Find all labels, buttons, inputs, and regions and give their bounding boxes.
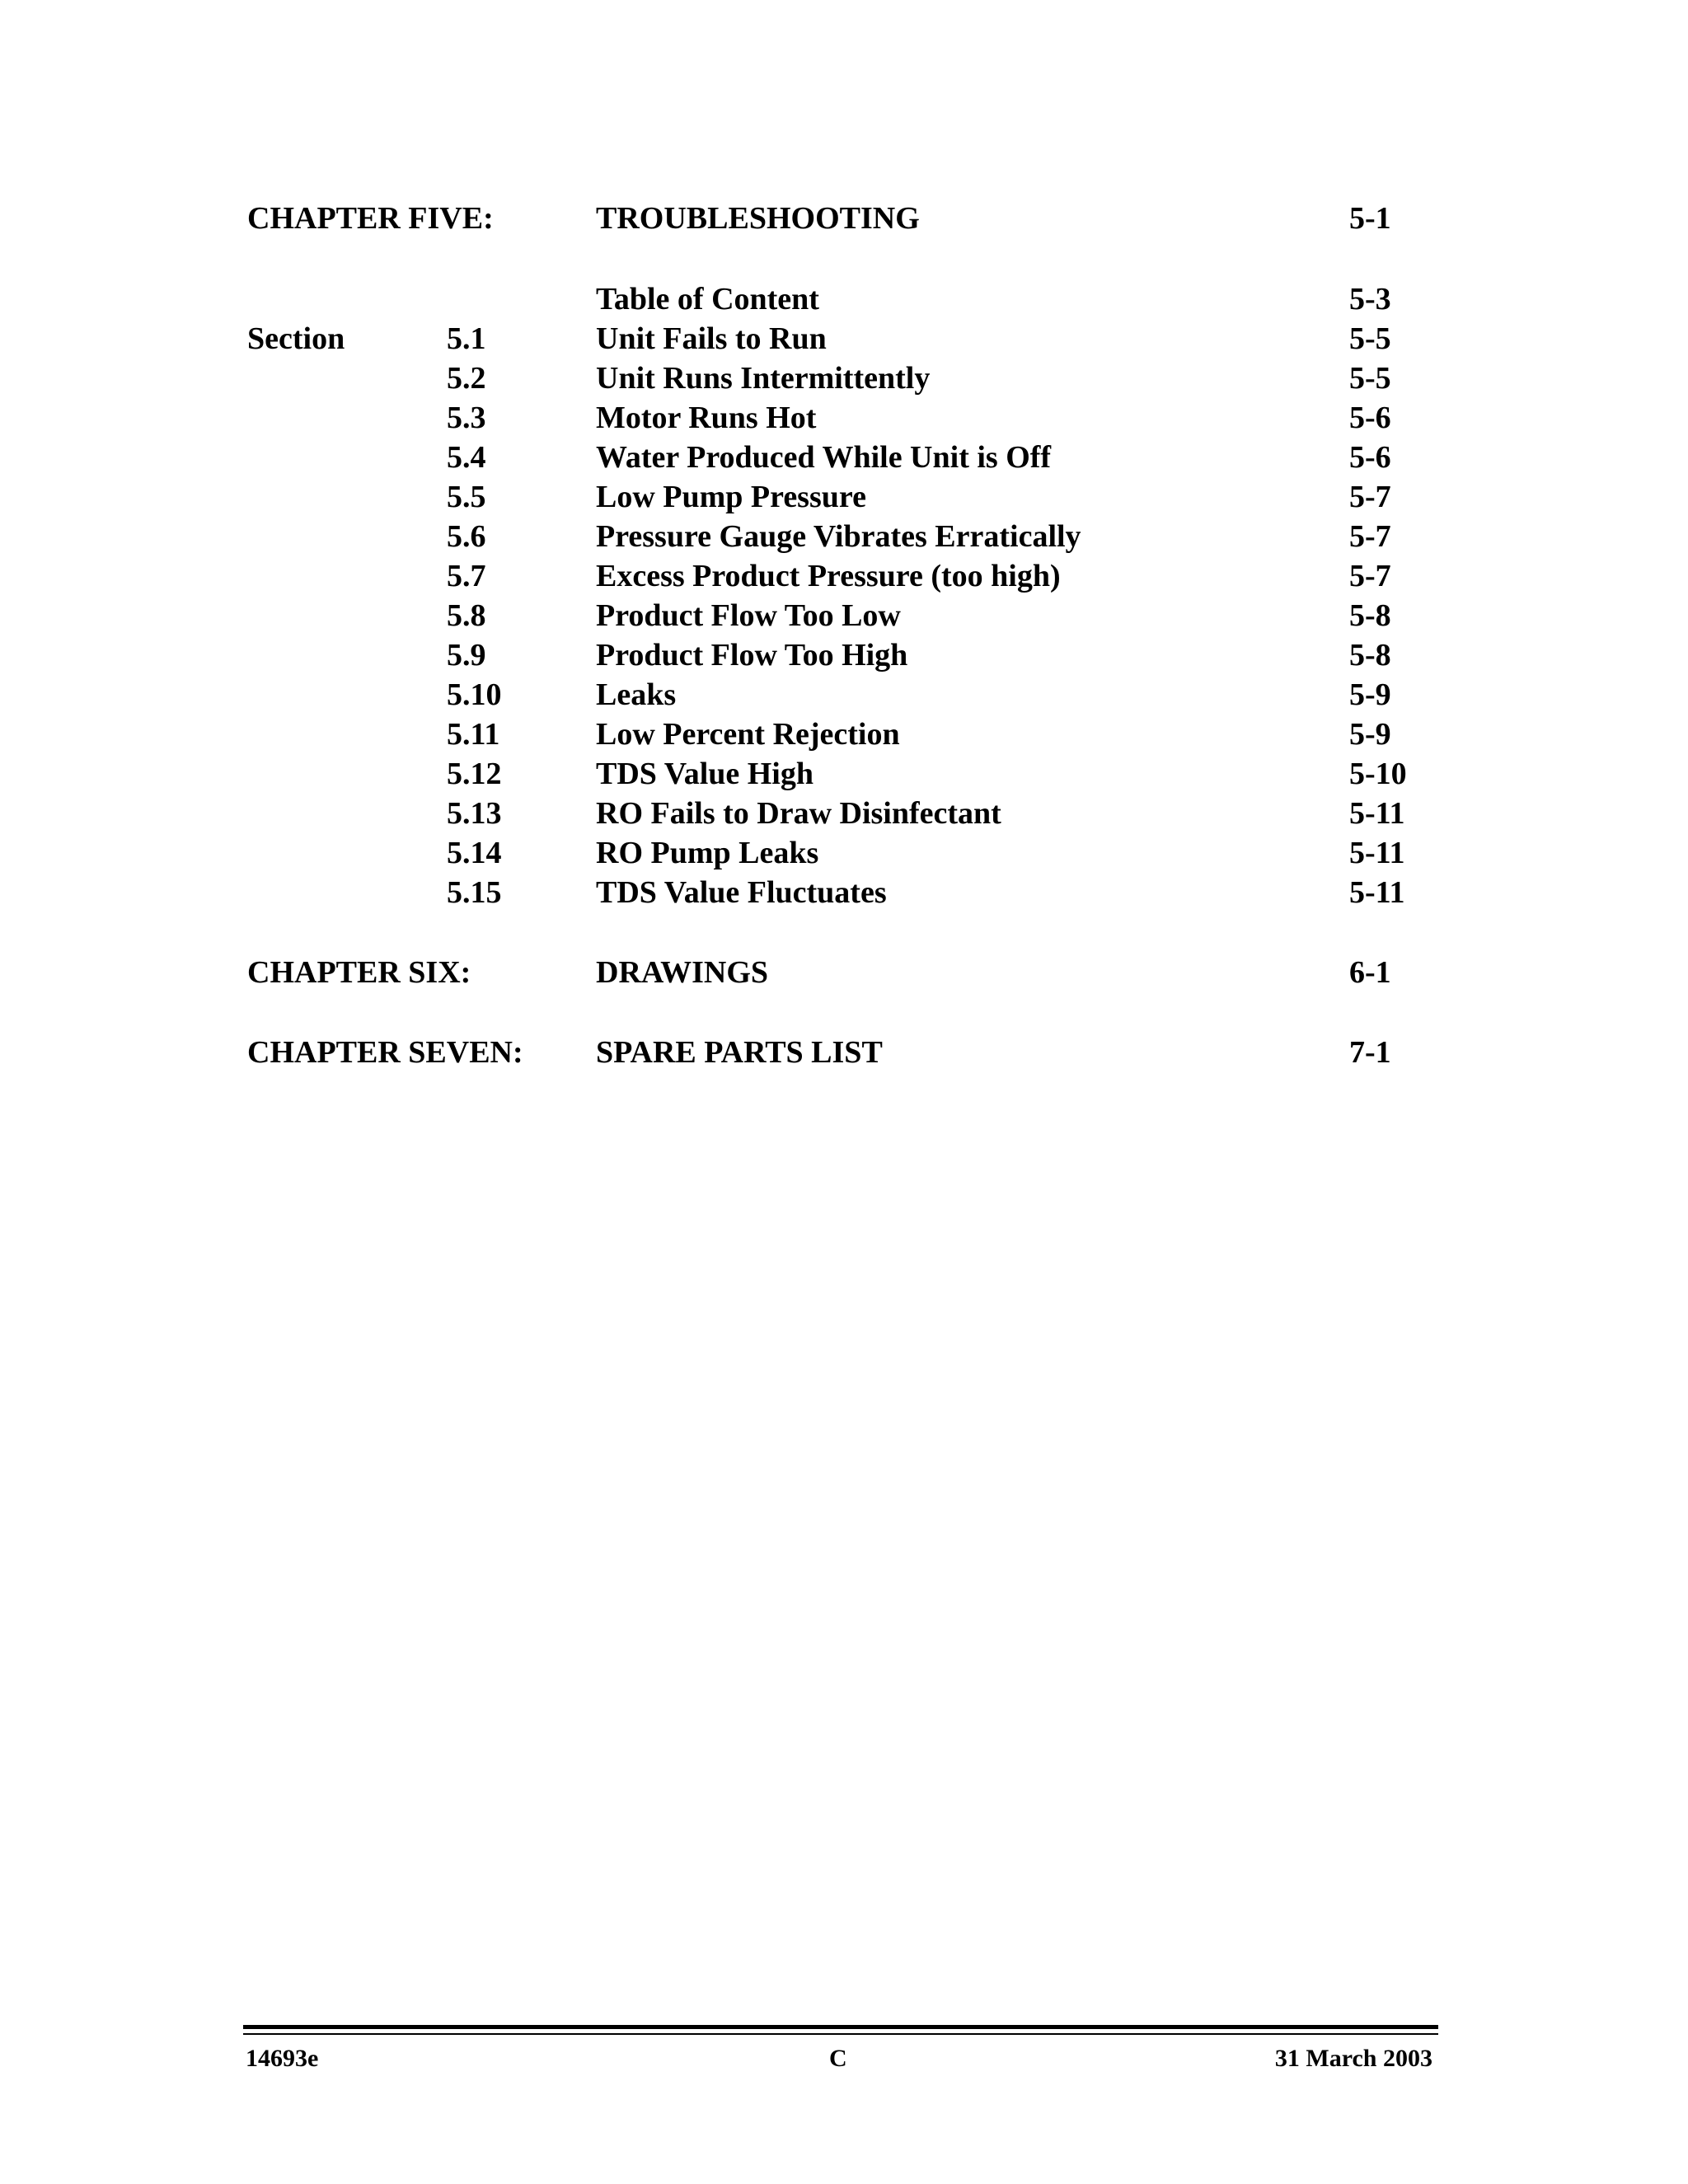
- section-title: Water Produced While Unit is Off: [596, 440, 1052, 475]
- section-page-number: 5-7: [1349, 519, 1391, 554]
- section-page-number: 5-6: [1349, 401, 1391, 435]
- section-title: Product Flow Too Low: [596, 598, 901, 633]
- section-page-number: 5-8: [1349, 638, 1391, 673]
- section-title: Low Pump Pressure: [596, 480, 866, 514]
- section-page-number: 5-11: [1349, 796, 1405, 831]
- section-number: 5.5: [447, 480, 486, 514]
- section-title: Pressure Gauge Vibrates Erratically: [596, 519, 1081, 554]
- chapter-seven-row: [0, 1033, 1688, 1072]
- section-row: [0, 635, 1688, 675]
- section-row: [0, 477, 1688, 517]
- section-row: [0, 359, 1688, 398]
- section-number: 5.6: [447, 519, 486, 554]
- section-number: 5.2: [447, 361, 486, 396]
- chapter-page-number: 5-1: [1349, 201, 1391, 236]
- section-title: RO Pump Leaks: [596, 836, 819, 870]
- section-title: TDS Value High: [596, 757, 814, 791]
- section-row: [0, 794, 1688, 833]
- toc-entry-title: Table of Content: [596, 282, 819, 316]
- section-number: 5.8: [447, 598, 486, 633]
- section-page-number: 5-5: [1349, 321, 1391, 356]
- section-row: [0, 556, 1688, 596]
- section-number: 5.10: [447, 677, 502, 712]
- section-row: [0, 517, 1688, 556]
- chapter-page-number: 6-1: [1349, 955, 1391, 990]
- toc-entry-page-number: 5-3: [1349, 282, 1391, 316]
- section-number: 5.12: [447, 757, 502, 791]
- section-title: Leaks: [596, 677, 677, 712]
- section-title: Unit Runs Intermittently: [596, 361, 931, 396]
- chapter-six-row: [0, 953, 1688, 992]
- section-row: [0, 873, 1688, 912]
- section-title: Low Percent Rejection: [596, 717, 900, 752]
- section-title: Unit Fails to Run: [596, 321, 827, 356]
- section-title: Excess Product Pressure (too high): [596, 559, 1061, 593]
- section-page-number: 5-7: [1349, 559, 1391, 593]
- section-page-number: 5-9: [1349, 677, 1391, 712]
- section-number: 5.14: [447, 836, 502, 870]
- section-row: [0, 596, 1688, 635]
- section-row: [0, 398, 1688, 438]
- footer-date: 31 March 2003: [1274, 2045, 1432, 2072]
- section-page-number: 5-8: [1349, 598, 1391, 633]
- section-number: 5.9: [447, 638, 486, 673]
- section-label: Section: [247, 321, 345, 356]
- section-page-number: 5-9: [1349, 717, 1391, 752]
- section-number: 5.11: [447, 717, 500, 752]
- section-number: 5.15: [447, 875, 502, 910]
- section-page-number: 5-11: [1349, 836, 1405, 870]
- chapter-page-number: 7-1: [1349, 1035, 1391, 1070]
- section-title: TDS Value Fluctuates: [596, 875, 887, 910]
- section-row: [0, 675, 1688, 715]
- section-row: [0, 438, 1688, 477]
- footer-divider-thick: [243, 2025, 1438, 2029]
- footer-document-number: 14693e: [246, 2045, 319, 2072]
- toc-entry-row: [0, 279, 1688, 319]
- footer-page-label: C: [829, 2045, 847, 2072]
- section-page-number: 5-5: [1349, 361, 1391, 396]
- footer-divider-thin: [243, 2033, 1438, 2035]
- section-title: Motor Runs Hot: [596, 401, 817, 435]
- chapter-title: DRAWINGS: [596, 955, 769, 990]
- section-row: [0, 754, 1688, 794]
- section-row: [0, 715, 1688, 754]
- chapter-label: CHAPTER FIVE:: [247, 201, 494, 236]
- section-number: 5.7: [447, 559, 486, 593]
- section-page-number: 5-11: [1349, 875, 1405, 910]
- section-title: RO Fails to Draw Disinfectant: [596, 796, 1001, 831]
- section-row: [0, 833, 1688, 873]
- section-page-number: 5-7: [1349, 480, 1391, 514]
- section-page-number: 5-10: [1349, 757, 1407, 791]
- section-title: Product Flow Too High: [596, 638, 908, 673]
- section-number: 5.1: [447, 321, 486, 356]
- chapter-label: CHAPTER SEVEN:: [247, 1035, 523, 1070]
- chapter-five-row: [0, 199, 1688, 238]
- chapter-title: SPARE PARTS LIST: [596, 1035, 883, 1070]
- section-page-number: 5-6: [1349, 440, 1391, 475]
- section-number: 5.13: [447, 796, 502, 831]
- chapter-title: TROUBLESHOOTING: [596, 201, 920, 236]
- section-number: 5.4: [447, 440, 486, 475]
- section-number: 5.3: [447, 401, 486, 435]
- section-row: [0, 319, 1688, 359]
- chapter-label: CHAPTER SIX:: [247, 955, 471, 990]
